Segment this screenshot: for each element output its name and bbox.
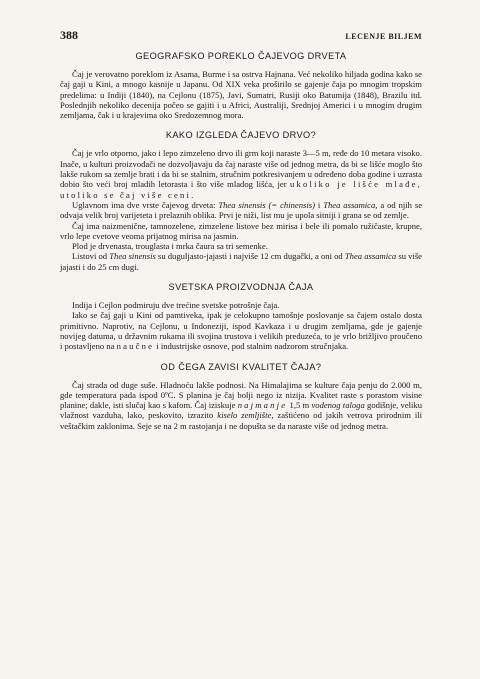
paragraph: Čaj je vrlo otporno, jako i lepo zimzeleno drvo ili grm koji naraste 3—5 m, ređe do 10 metara visoko. Inače, u kulturi proizvođači ne dozvoljavaju da čaj naraste više od jednog metra, da bi se lišće moglo što lakše rukom sa zemlje brati i da bi se stalnim, stručnim potkresivanjem u određeno doba godine i uzrasta dobio što veći broj mladih letorasta i što više mladog lišća, jer ukoliko je lišće mlađe, utoliko se čaj više ceni. bbox=[60, 148, 422, 200]
section-title: KAKO IZGLEDA ČAJEVO DRVO? bbox=[165, 130, 317, 141]
page-header bbox=[60, 28, 422, 43]
page-number: 388 bbox=[60, 28, 78, 42]
section-origin bbox=[60, 51, 422, 120]
emphasis-italic: kiselo zemljište, bbox=[217, 410, 274, 421]
section-title: SVETSKA PROIZVODNJA ČAJA bbox=[168, 282, 314, 293]
section-appearance bbox=[60, 130, 422, 272]
emphasis-italic: vodenog taloga bbox=[311, 400, 365, 411]
latin-name: Thea assamica, bbox=[323, 199, 378, 210]
section-title: OD ČEGA ZAVISI KVALITET ČAJA? bbox=[160, 361, 322, 372]
emphasis-spaced: ukoliko je lišće mlađe, utoliko se čaj više ceni. bbox=[60, 179, 422, 200]
paragraph: Čaj je verovatno poreklom iz Asama, Burme i sa ostrva Hajnana. Već nekoliko hiljada godina kako se čaj gaji u Kini, a mnogo kasnije u Japanu. Od XIX veka proširilo se gajenje čaja po mnogim tropskim predelima: u Indiji (1840), na Cejlonu (1875), Javi, Sumatri, Rusiji oko Batumija (1848), Brazilu itd. Poslednjih nekoliko decenija počeo se gajiti i u Africi, Australiji, Srednjoj Americi i u mnogim drugim zemljama, čak i u krajevima oko Sredozemnog mora. bbox=[60, 69, 422, 121]
paragraph: Iako se čaj gaji u Kini od pamtiveka, ipak je celokupno tamošnje poslovanje sa čajem ostalo dosta primitivno. Naprotiv, na Cejlonu, u Indoneziji, ispod Kavkaza i u drugim zemljama, gde je gajenje novijeg datuma, u državnim rukama ili svojina trustova i velikih preduzeća, to je vrlo brižljivo proučeno i postavljeno na naučne i industrijske osnove, pod stalnim nadzorom stručnjaka. bbox=[60, 310, 422, 352]
paragraph: Listovi od Thea sinensis su duguljasto-jajasti i najviše 12 cm dugački, a oni od Thea assamica su više jajasti i do 25 cm dugi. bbox=[60, 251, 422, 272]
section-world-production bbox=[60, 282, 422, 351]
paragraph: Uglavnom ima dve vrste čajevog drveta: Thea sinensis (= chinensis) i Thea assamica, a od njih se odvaja velik broj varijeteta i prelaznih oblika. Prvi je niži, list mu je upola sitniji i grana se od zemlje. bbox=[60, 199, 423, 221]
paragraph: Plod je drvenasta, trouglasta i mrka čaura sa tri semenke. bbox=[72, 241, 268, 252]
latin-name: Thea assamica bbox=[344, 251, 397, 262]
emphasis-spaced: naučne bbox=[116, 341, 155, 352]
paragraph: Čaj strada od duge suše. Hladnoću lakše podnosi. Na Himalajima se kulture čaja penju do 2.000 m, gde temperatura pada ispod 0ºC. S planina je čaj bolji nego iz nizija. Kvalitet raste s porastom visine planine; dakle, isti slučaj kao s kafom. Čaj iziskuje najmanje 1,5 m vodenog taloga godišnje, veliku vlažnost vazduha, lako, peskovito, izrazito kiselo zemljište, zaštićeno od jakih vetrova prirodnim ili veštačkim zaklonima. Seje se na 2 m rastojanja i ne dopušta se da naraste više od jednog metra. bbox=[60, 379, 423, 431]
section-quality bbox=[60, 362, 422, 431]
section-title: GEOGRAFSKO POREKLO ČAJEVOG DRVETA bbox=[135, 51, 347, 61]
running-title: LECENJE BILJEM bbox=[345, 32, 422, 41]
paragraph: Indija i Cejlon podmiruju dve trećine svetske potrošnje čaja. bbox=[72, 300, 280, 311]
latin-name: Thea sinensis (= chinensis) bbox=[218, 199, 315, 210]
emphasis-spaced: najmanje bbox=[237, 400, 288, 411]
latin-name: Thea sinensis bbox=[109, 251, 156, 262]
paragraph: Čaj ima naizmenične, tamnozelene, zimzelene listove bez mirisa i bele ili pomalo ružičaste, krupne, vrlo lepe cvetove veoma prijatnog mirisa na jasmin. bbox=[60, 220, 422, 241]
